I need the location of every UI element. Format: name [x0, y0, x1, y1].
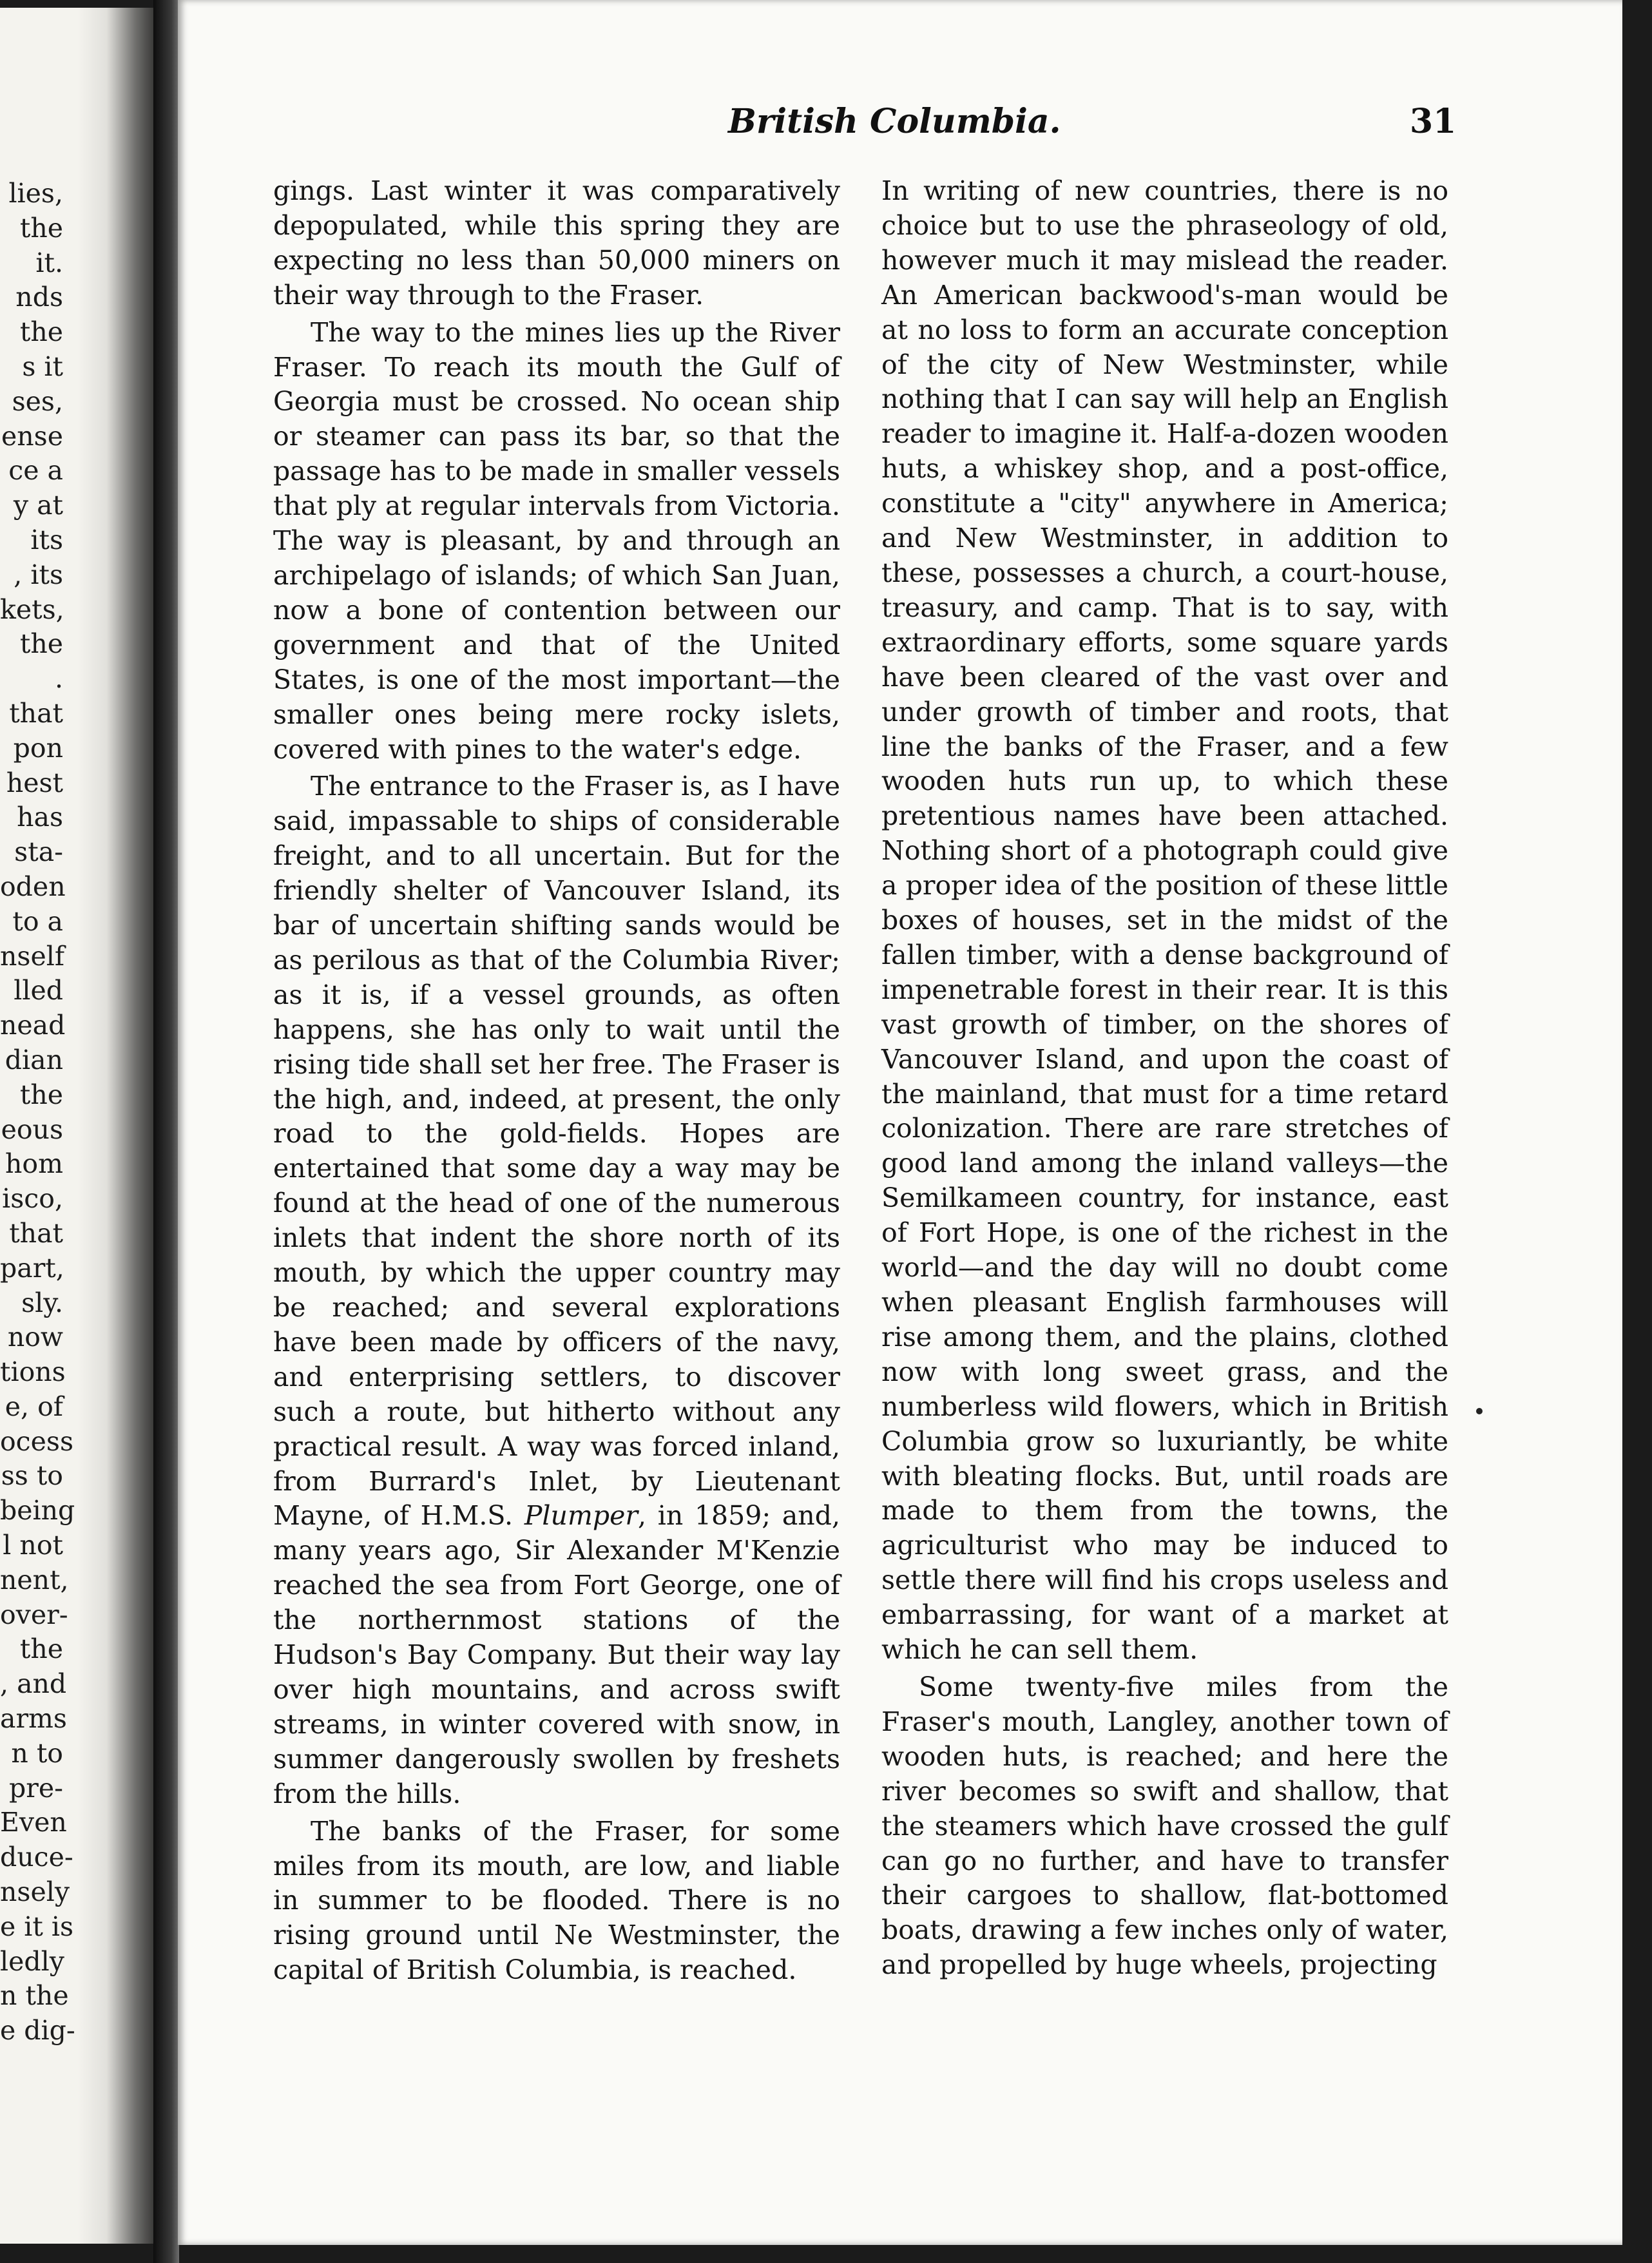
previous-page-line-fragment: n the	[0, 1980, 69, 2012]
previous-page-line-fragment: Even	[0, 1807, 67, 1838]
left-column	[273, 174, 840, 1988]
previous-page-line-fragment: now	[7, 1322, 63, 1353]
book-page	[178, 0, 1622, 2245]
previous-page-line-fragment: eous	[1, 1113, 63, 1145]
running-head: British Columbia.	[728, 102, 1061, 141]
previous-page-line-fragment: nead	[0, 1010, 66, 1041]
previous-page-line-fragment: ocess	[0, 1425, 73, 1457]
paragraph: The banks of the Fraser, for some miles from its mouth, are low, and liable in summer to be flooded. There is no rising ground until Ne Westminster, the capital of British Columbia, is reached.	[273, 1815, 840, 1986]
previous-page-line-fragment: tions	[0, 1356, 66, 1388]
previous-page-line-fragment: the	[19, 212, 63, 244]
previous-page-line-fragment: nds	[15, 282, 63, 313]
previous-page-line-fragment: that	[9, 1217, 63, 1249]
previous-page-line-fragment: ce a	[8, 455, 63, 486]
ship-name: Plumper	[524, 1500, 638, 1532]
page-number: 31	[1410, 102, 1457, 141]
previous-page-line-fragment: sta-	[14, 836, 63, 868]
paragraph: In writing of new countries, there is no choice but to use the phraseology of old, however much it may mislead the reader. An American backwood's-man would be at no loss to form an accurate conception of the city of New Westminster, while nothing that I can say will help an English reader to imagine it. Half-a-dozen wooden huts, a whiskey shop, and a post-office, constitute a "city" anywhere in America; and New Westminster, in addition to these, possesses a church, a court-house, treasury, and camp. That is to say, with extraordinary efforts, some square yards have been cleared of the vast over and under growth of timber and roots, that line the banks of the Fraser, and a few wooden huts run up, to which these pretentious names have been attached. Nothing short of a photograph could give a proper idea of the position of these little boxes of houses, set in the midst of the fallen timber, with a dense background of impenetrable forest in their rear. It is this vast growth of timber, on the shores of Vancouver Island, and upon the coast of the mainland, that must for a time retard colonization. There are rare stretches of good land among the inland valleys—the Semilkameen country, for instance, east of Fort Hope, is one of the richest in the world—and the day will no doubt come when pleasant English farmhouses will rise among them, and the plains, clothed now with long sweet grass, and the numberless wild flowers, which in British Columbia grow so luxuriantly, be white with bleating flocks. But, until roads are made to them from the towns, the agriculturist who may be induced to settle there will find his crops useless and embarrassing, for want of a market at which he can sell them.	[881, 175, 1448, 1666]
binding-shadow	[77, 8, 153, 2244]
previous-page-text	[0, 177, 75, 2048]
previous-page-line-fragment: ses,	[12, 385, 63, 417]
previous-page	[0, 8, 153, 2244]
previous-page-line-fragment: dian	[5, 1044, 63, 1075]
previous-page-line-fragment: , and	[0, 1668, 67, 1700]
previous-page-line-fragment: isco,	[2, 1183, 63, 1215]
previous-page-line-fragment: duce-	[0, 1842, 73, 1873]
previous-page-line-fragment: s it	[22, 351, 63, 382]
previous-page-line-fragment: hest	[6, 767, 63, 798]
previous-page-line-fragment: lled	[14, 975, 63, 1006]
paragraph: Some twenty-five miles from the Fraser's mouth, Langley, another town of wooden huts, is reached; and here the river becomes so swift and shallow, that the steamers which have crossed the gulf can go no further, and have to transfer their cargoes to shallow, flat-bottomed boats, drawing a few inches only of water, and propelled by huge wheels, projecting	[881, 1671, 1448, 1981]
previous-page-line-fragment: pon	[13, 732, 63, 764]
previous-page-line-fragment: .	[54, 663, 63, 695]
previous-page-line-fragment: , its	[14, 559, 63, 590]
previous-page-line-fragment: to a	[12, 905, 63, 937]
previous-page-line-fragment: ense	[1, 420, 63, 452]
previous-page-line-fragment: nself	[0, 940, 64, 972]
previous-page-line-fragment: arms	[0, 1703, 67, 1735]
ink-speck	[1476, 1408, 1483, 1414]
previous-page-line-fragment: the	[19, 1079, 63, 1110]
previous-page-line-fragment: its	[30, 524, 63, 555]
previous-page-line-fragment: has	[17, 802, 63, 833]
previous-page-line-fragment: y at	[13, 490, 63, 521]
previous-page-line-fragment: that	[9, 697, 63, 729]
paragraph: gings. Last winter it was comparatively depopulated, while this spring they are expecting no less than 50,000 miners on their way through to the Fraser.	[273, 175, 840, 311]
book-gutter	[153, 0, 179, 2263]
paragraph	[273, 769, 840, 1811]
paragraph: The way to the mines lies up the River Fraser. To reach its mouth the Gulf of Georgia must be crossed. No ocean ship or steamer can pass its bar, so that the passage has to be made in smaller vessels that ply at regular intervals from Victoria. The way is pleasant, by and through an archipelago of islands; of which San Juan, now a bone of contention between our government and that of the United States, is one of the most important—the smaller ones being mere rocky islets, covered with pines to the water's edge.	[273, 316, 840, 765]
previous-page-line-fragment: l not	[3, 1530, 63, 1561]
previous-page-line-fragment: ss to	[1, 1460, 63, 1492]
previous-page-line-fragment: hom	[5, 1148, 63, 1180]
previous-page-line-fragment: sly.	[21, 1287, 63, 1318]
previous-page-line-fragment: the	[19, 1633, 63, 1665]
previous-page-line-fragment: over-	[0, 1599, 68, 1630]
previous-page-line-fragment: ledly	[0, 1945, 64, 1977]
page-header	[178, 102, 1622, 153]
previous-page-line-fragment: nent,	[0, 1564, 69, 1595]
previous-page-line-fragment: e, of	[5, 1391, 63, 1422]
previous-page-line-fragment: e it is	[0, 1911, 74, 1942]
paragraph-text: , in 1859; and, many years ago, Sir Alexander M'Kenzie reached the sea from Fort George, one of the northernmost stations of the Hudson's Bay Company. But their way lay over high mountains, and across swift streams, in winter covered with snow, in summer dangerously swollen by freshets from the hills.	[273, 1500, 840, 1809]
previous-page-line-fragment: e dig-	[0, 2015, 75, 2046]
previous-page-line-fragment: nsely	[0, 1876, 70, 1908]
paragraph-text: The entrance to the Fraser is, as I have said, impassable to ships of considerable freight, and to all uncertain. But for the friendly shelter of Vancouver Island, its bar of uncertain shifting sands would be as perilous as that of the Columbia River; as it is, if a vessel grounds, as often happens, she has only to wait until the rising tide shall set her free. The Fraser is the high, and, indeed, at present, the only road to the gold-fields. Hopes are entertained that some day a way may be found at the head of one of the numerous inlets that indent the shore north of its mouth, by which the upper country may be reached; and several explorations have been made by officers of the navy, and enterprising settlers, to discover such a route, but hitherto without any practical result. A way was forced inland, from Burrard's Inlet, by Lieutenant Mayne, of H.M.S.	[273, 771, 840, 1532]
previous-page-line-fragment: lies,	[8, 178, 63, 209]
previous-page-line-fragment: being	[0, 1495, 75, 1526]
previous-page-line-fragment: the	[19, 628, 63, 660]
right-column	[881, 174, 1448, 1983]
previous-page-line-fragment: n to	[11, 1737, 63, 1769]
previous-page-line-fragment: part,	[0, 1252, 64, 1284]
previous-page-line-fragment: it.	[35, 247, 63, 278]
previous-page-line-fragment: pre-	[9, 1772, 63, 1804]
previous-page-line-fragment: kets,	[0, 593, 64, 625]
previous-page-line-fragment: the	[19, 316, 63, 348]
previous-page-line-fragment: oden	[0, 871, 66, 902]
